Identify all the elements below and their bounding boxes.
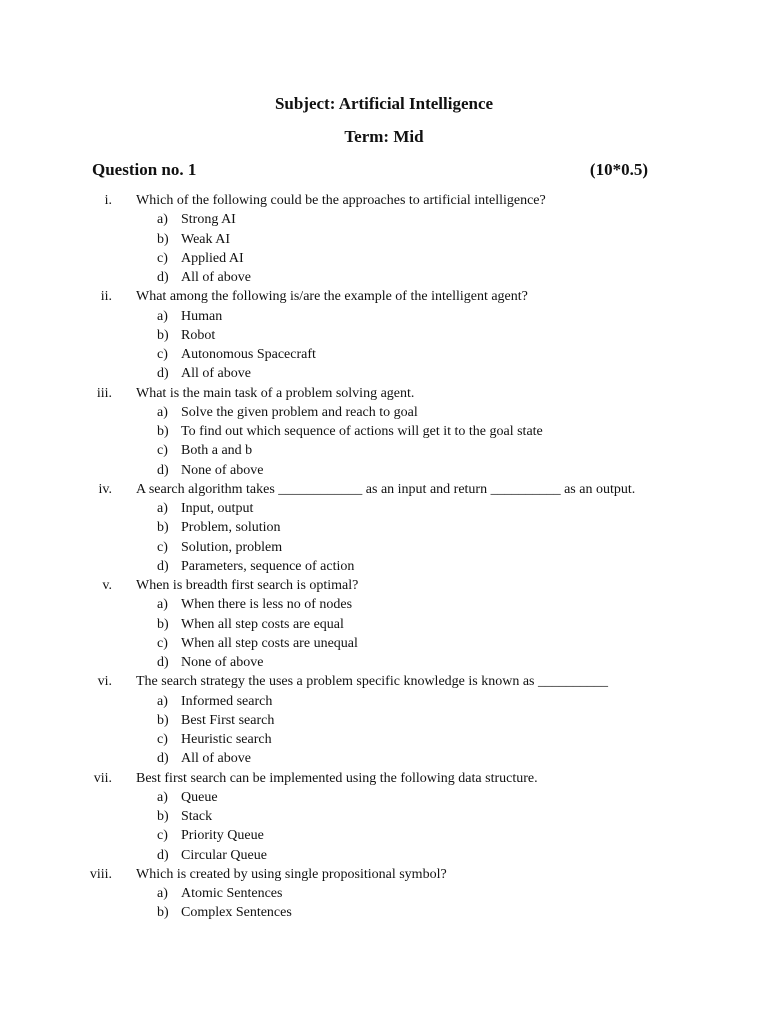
answer-option xyxy=(0,210,768,229)
option-letter: b) xyxy=(157,616,169,632)
option-text: Human xyxy=(181,308,223,324)
answer-option xyxy=(0,595,768,614)
option-text: Both a and b xyxy=(181,443,253,459)
question-item xyxy=(0,576,768,595)
question-item xyxy=(0,672,768,691)
option-text: Solve the given problem and reach to goal xyxy=(181,404,418,420)
question-numeral: i. xyxy=(104,193,112,208)
answer-option xyxy=(0,903,768,922)
question-item xyxy=(0,769,768,788)
option-text: Complex Sentences xyxy=(181,905,292,921)
answer-option xyxy=(0,788,768,807)
answer-option xyxy=(0,884,768,903)
answer-option xyxy=(0,441,768,460)
answer-option xyxy=(0,422,768,441)
option-text: Parameters, sequence of action xyxy=(181,558,355,574)
option-letter: c) xyxy=(157,347,168,362)
option-text: Queue xyxy=(181,789,218,805)
question-text: Which is created by using single propositional symbol? xyxy=(136,866,447,882)
option-letter: a) xyxy=(157,404,168,420)
question-numeral: iii. xyxy=(96,385,112,401)
question-list xyxy=(0,191,768,923)
option-text: Weak AI xyxy=(181,231,231,247)
option-letter: b) xyxy=(157,520,169,536)
option-letter: d) xyxy=(157,270,169,285)
option-letter: c) xyxy=(157,635,168,651)
option-letter: c) xyxy=(157,443,168,459)
question-numeral: v. xyxy=(102,578,112,593)
option-letter: a) xyxy=(157,501,168,516)
answer-option xyxy=(0,518,768,537)
question-item xyxy=(0,191,768,210)
option-text: Informed search xyxy=(181,693,273,709)
question-text: When is breadth first search is optimal? xyxy=(136,578,359,593)
option-text: Priority Queue xyxy=(181,828,264,844)
answer-option xyxy=(0,653,768,672)
answer-option xyxy=(0,403,768,422)
answer-option xyxy=(0,749,768,768)
option-text: Atomic Sentences xyxy=(181,886,283,901)
option-text: Circular Queue xyxy=(181,847,267,863)
option-text: None of above xyxy=(181,462,264,478)
option-letter: a) xyxy=(157,597,168,613)
option-text: When all step costs are unequal xyxy=(181,635,358,651)
answer-option xyxy=(0,307,768,326)
option-letter: d) xyxy=(157,751,169,767)
question-number-label: Question no. 1 xyxy=(92,160,197,179)
answer-option xyxy=(0,230,768,249)
option-letter: b) xyxy=(157,712,169,728)
option-letter: d) xyxy=(157,655,169,670)
option-letter: d) xyxy=(157,847,169,863)
option-text: None of above xyxy=(181,655,264,670)
option-letter: d) xyxy=(157,366,169,382)
option-letter: a) xyxy=(157,693,168,709)
answer-option xyxy=(0,538,768,557)
option-text: Autonomous Spacecraft xyxy=(181,347,316,362)
option-text: All of above xyxy=(181,366,251,382)
answer-option xyxy=(0,499,768,518)
option-letter: b) xyxy=(157,905,169,921)
option-text: Best First search xyxy=(181,712,275,728)
term-title: Term: Mid xyxy=(344,127,424,146)
question-numeral: vi. xyxy=(97,674,112,690)
subject-title: Subject: Artificial Intelligence xyxy=(274,94,494,113)
answer-option xyxy=(0,364,768,383)
option-text: All of above xyxy=(181,270,251,285)
answer-option xyxy=(0,249,768,268)
option-letter: b) xyxy=(157,231,169,247)
answer-option xyxy=(0,345,768,364)
answer-option xyxy=(0,692,768,711)
question-text: Best first search can be implemented using the following data structure. xyxy=(136,770,538,786)
option-letter: a) xyxy=(157,886,168,901)
option-letter: a) xyxy=(157,789,168,805)
option-text: Strong AI xyxy=(181,212,236,228)
option-text: Robot xyxy=(181,327,216,343)
option-letter: b) xyxy=(157,424,169,439)
option-letter: a) xyxy=(157,308,168,324)
option-letter: c) xyxy=(157,732,168,747)
answer-option xyxy=(0,826,768,845)
question-header xyxy=(92,160,648,180)
answer-option xyxy=(0,846,768,865)
question-numeral: vii. xyxy=(93,770,112,786)
answer-option xyxy=(0,807,768,826)
option-text: Heuristic search xyxy=(181,732,272,747)
answer-option xyxy=(0,268,768,287)
question-text: Which of the following could be the approaches to artificial intelligence? xyxy=(136,193,546,208)
question-item xyxy=(0,480,768,499)
answer-option xyxy=(0,711,768,730)
option-letter: b) xyxy=(157,809,169,824)
option-letter: d) xyxy=(157,462,169,478)
option-letter: c) xyxy=(157,539,168,555)
option-text: When there is less no of nodes xyxy=(181,597,353,613)
question-text: A search algorithm takes ____________ as an input and return __________ as an output. xyxy=(136,481,636,497)
question-item xyxy=(0,865,768,884)
option-text: Input, output xyxy=(181,501,254,516)
answer-option xyxy=(0,615,768,634)
question-item xyxy=(0,287,768,306)
option-text: Solution, problem xyxy=(181,539,283,555)
option-text: All of above xyxy=(181,751,251,767)
option-letter: d) xyxy=(157,558,169,574)
option-text: Applied AI xyxy=(181,250,244,266)
question-text: What is the main task of a problem solving agent. xyxy=(136,385,415,401)
question-item xyxy=(0,384,768,403)
question-numeral: viii. xyxy=(89,866,112,882)
question-numeral: iv. xyxy=(98,481,112,497)
answer-option xyxy=(0,634,768,653)
option-letter: c) xyxy=(157,828,168,844)
marks-label: (10*0.5) xyxy=(589,160,648,179)
question-numeral: ii. xyxy=(100,289,112,305)
question-text: What among the following is/are the example of the intelligent agent? xyxy=(136,289,528,305)
question-text: The search strategy the uses a problem specific knowledge is known as __________ xyxy=(136,674,608,690)
option-letter: a) xyxy=(157,212,168,228)
option-letter: c) xyxy=(157,250,168,266)
option-text: Stack xyxy=(181,809,213,824)
option-text: Problem, solution xyxy=(181,520,281,536)
answer-option xyxy=(0,326,768,345)
option-letter: b) xyxy=(157,327,169,343)
option-text: To find out which sequence of actions will get it to the goal state xyxy=(181,424,543,439)
option-text: When all step costs are equal xyxy=(181,616,344,632)
answer-option xyxy=(0,461,768,480)
answer-option xyxy=(0,557,768,576)
answer-option xyxy=(0,730,768,749)
